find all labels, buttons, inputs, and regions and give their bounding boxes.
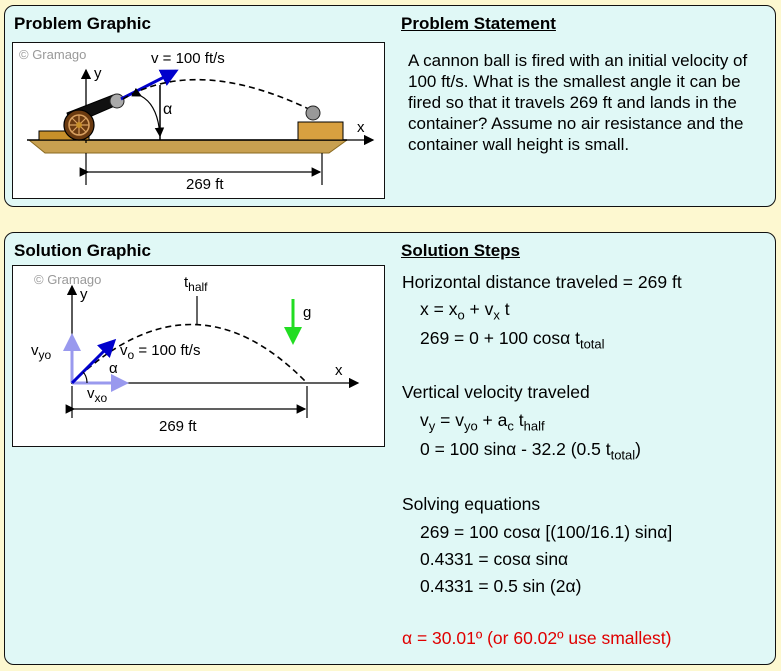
horizontal-title: Horizontal distance traveled = 269 ft <box>402 272 682 292</box>
vertical-title: Vertical velocity traveled <box>402 382 590 402</box>
copyright-text: © Gramago <box>19 47 87 62</box>
vo-arrow <box>72 341 114 383</box>
gravity-label: g <box>303 304 312 321</box>
y-axis-label: y <box>80 286 88 303</box>
x-axis-label: x <box>357 119 365 136</box>
cannon-icon <box>39 95 117 140</box>
t-half-label: $t_{half}$ <box>184 274 208 294</box>
solving-eq-3: 0.4331 = 0.5 sin (2α) <box>420 576 582 596</box>
vertical-eq-2: 0 = 100 sinα - 32.2 (0.5 $t_{total}$) <box>420 439 641 463</box>
solution-graphic-title: Solution Graphic <box>14 241 151 260</box>
solution-steps-title: Solution Steps <box>401 241 520 260</box>
distance-label: 269 ft <box>159 418 197 435</box>
solving-eq-2: 0.4331 = cosα sinα <box>420 549 569 569</box>
vxo-label: $v_{xo}$ <box>87 385 108 405</box>
horizontal-eq-2: 269 = 0 + 100 cosα $t_{total}$ <box>420 328 605 352</box>
x-axis-label: x <box>335 362 343 379</box>
angle-arc <box>83 372 87 383</box>
problem-graphic-title: Problem Graphic <box>14 14 151 33</box>
container <box>298 122 343 140</box>
copyright-text: © Gramago <box>34 272 102 287</box>
angle-arc <box>141 96 160 136</box>
cannon-ball-icon <box>110 94 124 108</box>
landing-ball-icon <box>306 106 320 120</box>
y-axis-label: y <box>94 65 102 82</box>
ground <box>29 140 347 153</box>
vertical-eq-1: $v_y = v_{yo} + a_c$ $t_{half}$ <box>420 410 545 434</box>
angle-label: α <box>163 101 173 118</box>
solving-title: Solving equations <box>402 494 541 514</box>
problem-statement-title: Problem Statement <box>401 14 556 33</box>
final-answer: α = 30.01º (or 60.02º use smallest) <box>402 628 672 648</box>
problem-graphic <box>12 42 385 199</box>
solution-graphic <box>12 265 385 447</box>
velocity-arrow <box>121 71 176 99</box>
horizontal-eq-1: $x = x_o + v_x$ t <box>420 299 510 323</box>
solving-eq-1: 269 = 100 cosα [(100/16.1) sinα] <box>420 522 673 542</box>
vo-label: $v_o = 100$ ft/s <box>120 342 201 362</box>
velocity-label: v = 100 ft/s <box>151 50 225 67</box>
distance-label: 269 ft <box>186 176 224 193</box>
angle-label: α <box>109 360 118 377</box>
problem-statement-text: A cannon ball is fired with an initial velocity of 100 ft/s. What is the smallest angle it can be fired so that it travels 269 ft and lands in the container? Assume no air resistance and the container wall height is small. <box>408 51 748 154</box>
vyo-label: $v_{yo}$ <box>31 342 52 362</box>
